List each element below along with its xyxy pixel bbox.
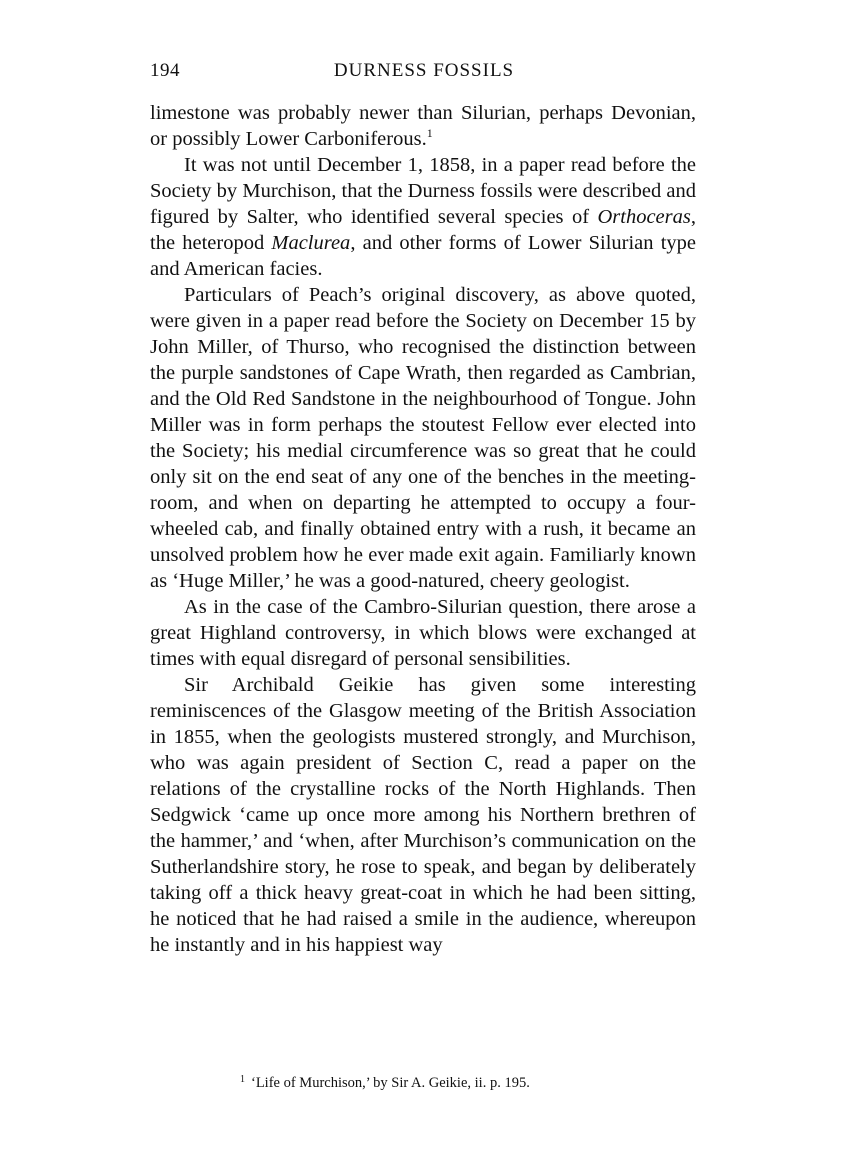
paragraph-geikie-reminiscences: Sir Archibald Geikie has given some interesting reminiscences of the Glasgow meeting of the British Association in 1855, when the geologists mustered strongly, and Murchison, who was again president of Section C, read a paper on the relations of the crystalline rocks of the North Highlands. Then Sedgwick ‘came up once more among his Northern brethren of the hammer,’ and ‘when, after Murchison’s communication on the Sutherlandshire story, he rose to speak, and began by deliberately taking off a thick heavy great-coat in which he had been sitting, he noticed that he had raised a smile in the audience, whereupon he instantly and in his happiest way — [150, 674, 696, 956]
paragraph-text: , and other forms of Lower Silurian type and American facies. — [150, 232, 696, 280]
paragraph-highland-controversy: As in the case of the Cambro-Silurian question, there arose a great Highland controversy, in which blows were exchanged at times with equal disregard of personal sensibilities. — [150, 596, 696, 670]
footnote-reference: 1 — [426, 126, 433, 140]
genus-name-maclurea: Maclurea — [271, 232, 351, 254]
paragraph-salter — [150, 152, 696, 282]
paragraph-text: , the heteropod — [150, 206, 696, 254]
paragraph-text: limestone was probably newer than Silurian, perhaps Devonian, or possibly Lower Carboniferous. — [150, 102, 696, 150]
footnote — [240, 1070, 660, 1093]
genus-name-orthoceras: Orthoceras — [597, 206, 691, 228]
paragraph-text: It was not until December 1, 1858, in a paper read before the Society by Murchison, that the Durness fossils were described and figured by Salter, who identified several species of — [150, 154, 696, 228]
page-number: 194 — [150, 60, 180, 81]
paragraph-continuation — [150, 100, 696, 152]
running-title: DURNESS FOSSILS — [333, 60, 515, 81]
running-head — [150, 60, 698, 88]
paragraph-john-miller: Particulars of Peach’s original discovery, as above quoted, were given in a paper read before the Society on December 15 by John Miller, of Thurso, who recognised the distinction between the purple sandstones of Cape Wrath, then regarded as Cambrian, and the Old Red Sandstone in the neighbourhood of Tongue. John Miller was in form perhaps the stoutest Fellow ever elected into the Society; his medial circumference was so great that he could only sit on the end seat of any one of the benches in the meeting-room, and when on departing he attempted to occupy a four-wheeled cab, and finally obtained entry with a rush, it became an unsolved problem how he ever made exit again. Familiarly known as ‘Huge Miller,’ he was a good-natured, cheery geologist. — [150, 284, 696, 592]
body-text — [150, 100, 696, 958]
footnote-mark: 1 — [240, 1074, 245, 1085]
footnote-text: ‘Life of Murchison,’ by Sir A. Geikie, ii. p. 195. — [251, 1075, 530, 1091]
